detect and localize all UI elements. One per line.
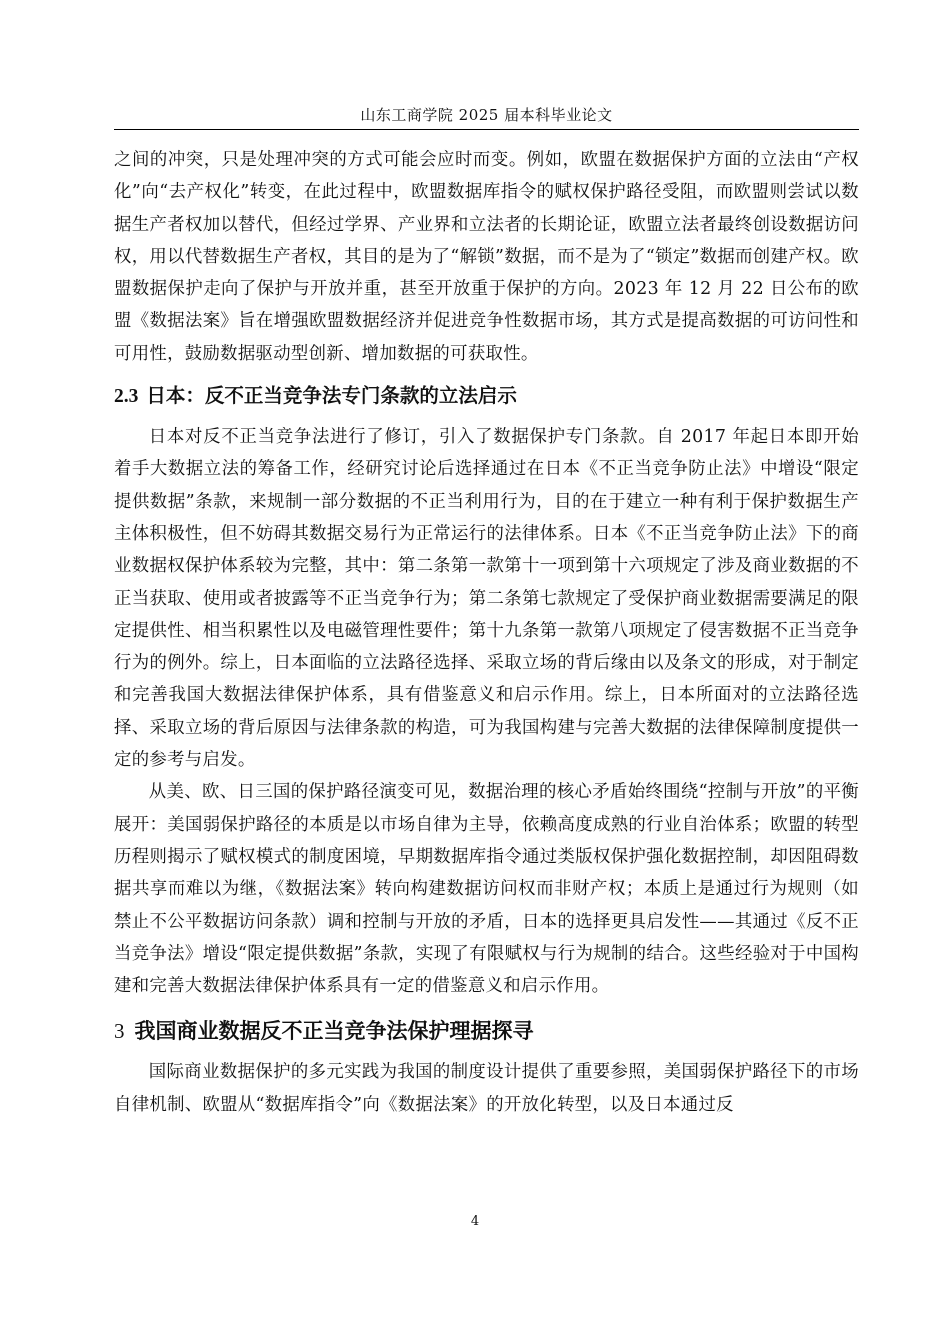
paragraph-intro-chapter-3: 国际商业数据保护的多元实践为我国的制度设计提供了重要参照，美国弱保护路径下的市场自律机制、欧盟从“数据库指令”向《数据法案》的开放化转型，以及日本通过反	[114, 1062, 859, 1115]
section-number: 2.3	[114, 386, 139, 408]
section-title: 日本：反不正当竞争法专门条款的立法启示	[146, 384, 517, 408]
chapter-title: 我国商业数据反不正当竞争法保护理据探寻	[134, 1019, 534, 1044]
chapter-number: 3	[114, 1019, 125, 1044]
chapter-heading-3	[114, 1016, 859, 1046]
running-header: 山东工商学院 2025 届本科毕业论文	[360, 106, 613, 124]
page-number: 4	[470, 1214, 480, 1229]
page-body	[114, 144, 859, 1121]
section-heading-2-3	[114, 382, 859, 411]
paragraph-eu-continuation: 之间的冲突，只是处理冲突的方式可能会应时而变。例如，欧盟在数据保护方面的立法由“产权化”向“去产权化”转变，在此过程中，欧盟数据库指令的赋权保护路径受阻，而欧盟则尝试以数据生产者权加以替代，但经过学界、产业界和立法者的长期论证，欧盟立法者最终创设数据访问权，用以代替数据生产者权，其目的是为了“解锁”数据，而不是为了“锁定”数据而创建产权。欧盟数据保护走向了保护与开放并重，甚至开放重于保护的方向。2023 年 12 月 22 日公布的欧盟《数据法案》旨在增强欧盟数据经济并促进竞争性数据市场，其方式是提高数据的可访问性和可用性，鼓励数据驱动型创新、增加数据的可获取性。	[114, 150, 859, 364]
paragraph-comparison: 从美、欧、日三国的保护路径演变可见，数据治理的核心矛盾始终围绕“控制与开放”的平衡展开：美国弱保护路径的本质是以市场自律为主导，依赖高度成熟的行业自治体系；欧盟的转型历程则揭示了赋权模式的制度困境，早期数据库指令通过类版权保护强化数据控制，却因阻碍数据共享而难以为继，《数据法案》转向构建数据访问权而非财产权；本质上是通过行为规则（如禁止不公平数据访问条款）调和控制与开放的矛盾，日本的选择更具启发性——其通过《反不正当竞争法》增设“限定提供数据”条款，实现了有限赋权与行为规制的结合。这些经验对于中国构建和完善大数据法律保护体系具有一定的借鉴意义和启示作用。	[114, 782, 859, 997]
header-divider	[114, 129, 859, 130]
paragraph-japan: 日本对反不正当竞争法进行了修订，引入了数据保护专门条款。自 2017 年起日本即开始着手大数据立法的筹备工作，经研究讨论后选择通过在日本《不正当竞争防止法》中增设“限定提供数据”条款，来规制一部分数据的不正当利用行为，目的在于建立一种有利于保护数据生产主体积极性，但不妨碍其数据交易行为正常运行的法律体系。日本《不正当竞争防止法》下的商业数据权保护体系较为完整，其中：第二条第一款第十一项到第十六项规定了涉及商业数据的不正当获取、使用或者披露等不正当竞争行为；第二条第七款规定了受保护商业数据需要满足的限定提供性、相当积累性以及电磁管理性要件；第十九条第一款第八项规定了侵害数据不正当竞争行为的例外。综上，日本面临的立法路径选择、采取立场的背后缘由以及条文的形成，对于制定和完善我国大数据法律保护体系，具有借鉴意义和启示作用。综上，日本所面对的立法路径选择、采取立场的背后原因与法律条款的构造，可为我国构建与完善大数据的法律保障制度提供一定的参考与启发。	[114, 427, 859, 771]
